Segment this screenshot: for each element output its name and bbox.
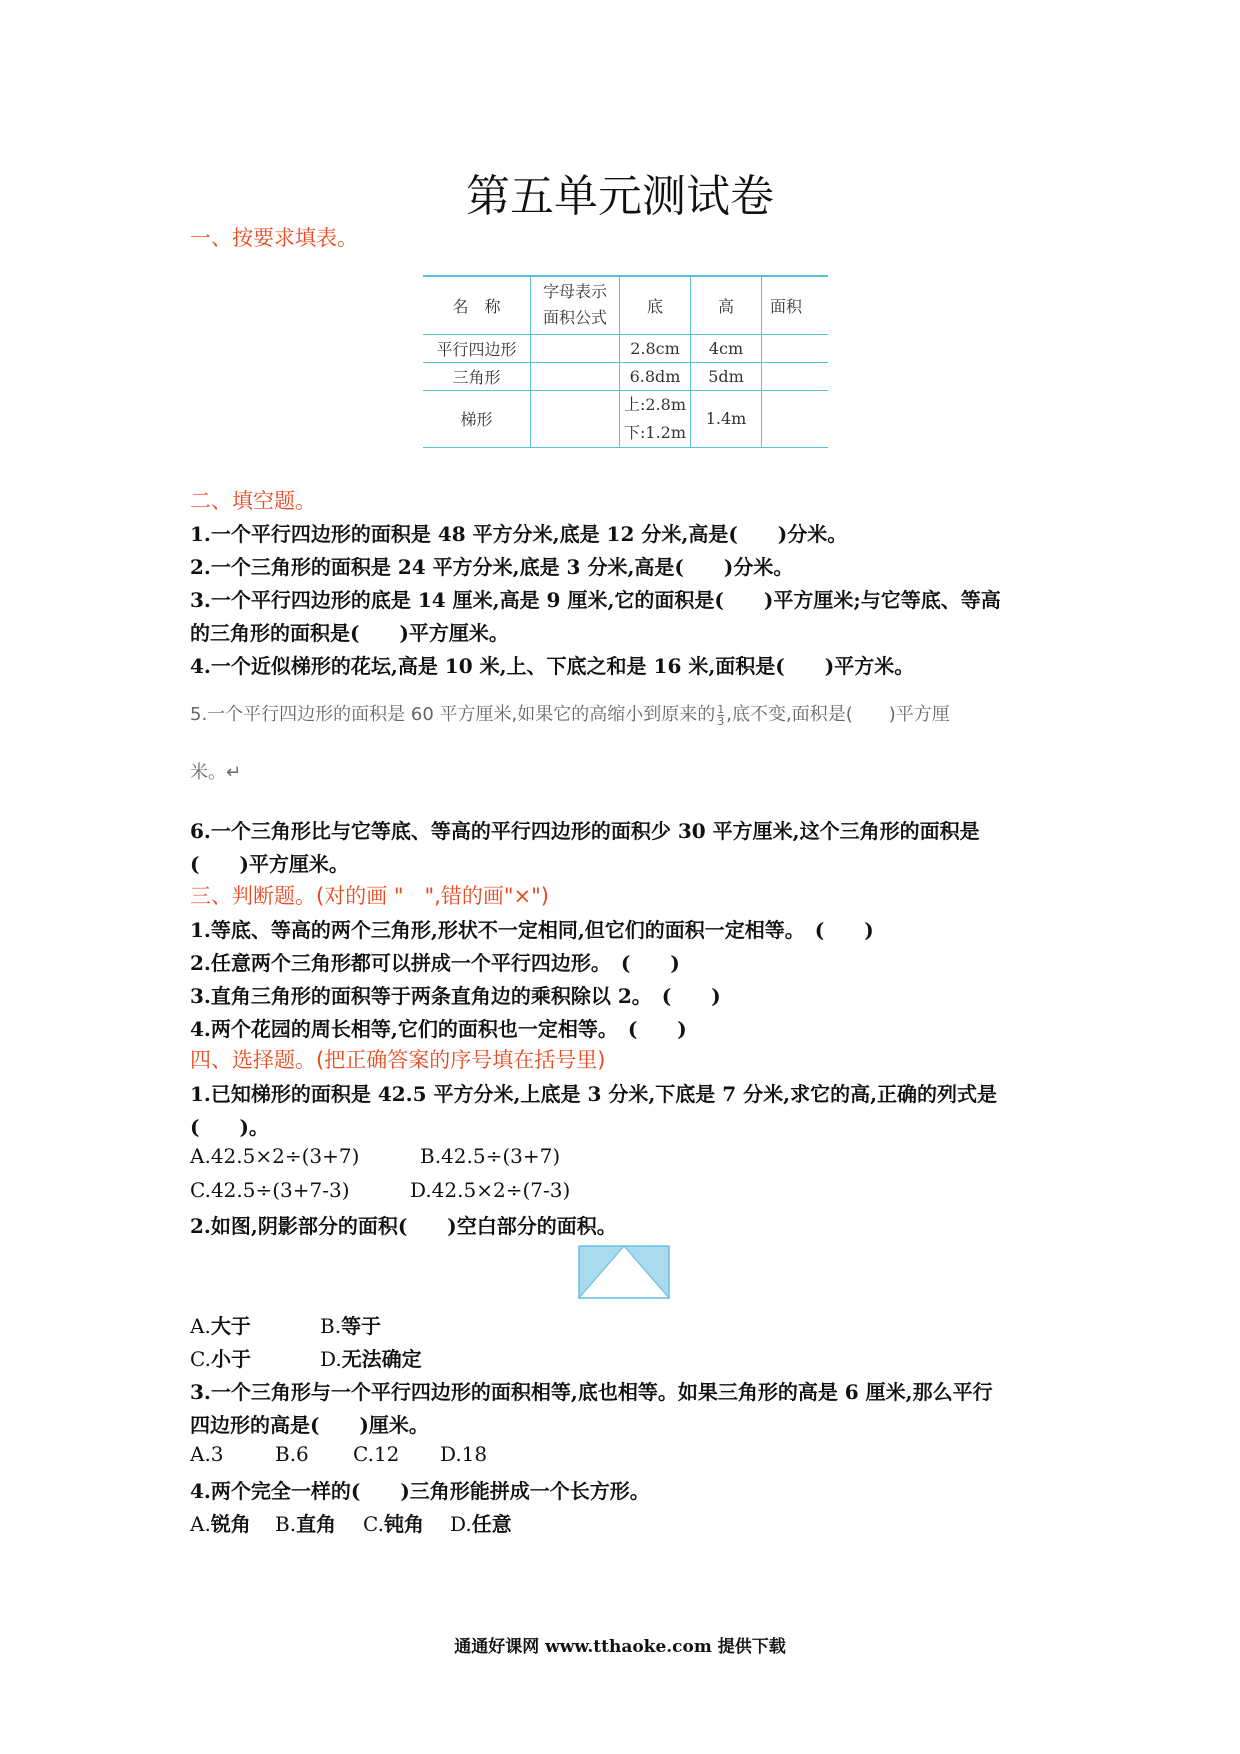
table-cell-base: 2.8cm <box>620 334 691 362</box>
shaded-triangle-figure <box>578 1245 670 1299</box>
question-3-4: 4.两个花园的周长相等,它们的面积也一定相等。 ( ) <box>190 1017 687 1041</box>
option-4-4-c <box>363 1508 424 1537</box>
option-letter: B. <box>275 1512 297 1536</box>
question-2-5-text-a: 5.一个平行四边形的面积是 60 平方厘米,如果它的高缩小到原来的 <box>190 704 716 725</box>
fraction-one-third <box>717 704 724 727</box>
table-cell-name: 梯形 <box>423 390 531 447</box>
section-2-heading: 二、填空题。 <box>190 489 316 513</box>
table-cell-name: 平行四边形 <box>423 334 531 362</box>
table-cell-formula[interactable] <box>531 390 620 447</box>
fill-table <box>423 275 828 448</box>
option-text: 小于 <box>210 1347 251 1371</box>
table-header-name: 名 称 <box>423 276 531 334</box>
option-4-4-a <box>190 1508 251 1537</box>
option-4-3-a: A.3 <box>190 1442 224 1466</box>
table-header-area: 面积 <box>762 276 829 334</box>
question-4-1-line1: 1.已知梯形的面积是 42.5 平方分米,上底是 3 分米,下底是 7 分米,求它的高,正确的列式是 <box>190 1082 998 1106</box>
option-4-3-c: C.12 <box>353 1442 400 1466</box>
option-letter: B. <box>320 1314 342 1338</box>
table-header-height: 高 <box>691 276 762 334</box>
question-2-1: 1.一个平行四边形的面积是 48 平方分米,底是 12 分米,高是( )分米。 <box>190 522 848 546</box>
option-text: 直角 <box>296 1512 337 1536</box>
option-letter: C. <box>363 1512 384 1536</box>
option-4-4-d <box>450 1508 512 1537</box>
option-4-3-d: D.18 <box>440 1442 488 1466</box>
option-4-2-a <box>190 1310 251 1339</box>
table-cell-name: 三角形 <box>423 362 531 390</box>
option-4-2-c <box>190 1343 251 1372</box>
option-4-2-b <box>320 1310 381 1339</box>
option-4-4-b <box>275 1508 336 1537</box>
option-4-3-b: B.6 <box>275 1442 309 1466</box>
question-2-5-text-b: ,底不变,面积是( )平方厘 <box>726 704 950 725</box>
table-cell-base: 6.8dm <box>620 362 691 390</box>
table-row <box>423 334 828 362</box>
footer-source: 通通好课网 www.tthaoke.com 提供下载 <box>454 1637 786 1657</box>
option-letter: A. <box>190 1512 211 1536</box>
option-letter: D. <box>450 1512 472 1536</box>
question-2-5-line1 <box>190 700 950 727</box>
table-cell-area[interactable] <box>762 390 829 447</box>
option-text: 等于 <box>341 1314 382 1338</box>
question-3-3: 3.直角三角形的面积等于两条直角边的乘积除以 2。 ( ) <box>190 984 721 1008</box>
question-2-6-line2: ( )平方厘米。 <box>190 852 349 876</box>
question-4-3-line2: 四边形的高是( )厘米。 <box>190 1413 429 1437</box>
option-text: 大于 <box>210 1314 251 1338</box>
question-3-2: 2.任意两个三角形都可以拼成一个平行四边形。 ( ) <box>190 951 680 975</box>
table-cell-base-top: 上:2.8m <box>624 394 687 414</box>
fraction-numerator: 1 <box>717 702 725 716</box>
table-cell-height: 4cm <box>691 334 762 362</box>
section-4-heading: 四、选择题。(把正确答案的序号填在括号里) <box>190 1048 606 1072</box>
option-letter: A. <box>190 1314 211 1338</box>
table-header-formula: 字母表示 面积公式 <box>531 276 620 334</box>
section-1-heading: 一、按要求填表。 <box>190 226 358 250</box>
option-4-1-c: C.42.5÷(3+7-3) <box>190 1178 350 1202</box>
table-cell-height: 5dm <box>691 362 762 390</box>
option-4-2-d <box>320 1343 422 1372</box>
table-cell-formula[interactable] <box>531 362 620 390</box>
option-4-1-a: A.42.5×2÷(3+7) <box>190 1144 360 1168</box>
page-title: 第五单元测试卷 <box>466 171 774 222</box>
option-text: 任意 <box>471 1512 512 1536</box>
question-4-3-line1: 3.一个三角形与一个平行四边形的面积相等,底也相等。如果三角形的高是 6 厘米,那么平行 <box>190 1380 993 1404</box>
question-2-5-line2: 米。↵ <box>190 762 242 783</box>
table-cell-base-bottom: 下:1.2m <box>624 422 687 442</box>
table-cell-base <box>620 390 691 447</box>
section-3-heading: 三、判断题。(对的画 " ",错的画"×") <box>190 884 549 908</box>
table-header-base: 底 <box>620 276 691 334</box>
question-4-1-line2: ( )。 <box>190 1115 269 1139</box>
option-text: 无法确定 <box>341 1347 422 1371</box>
option-letter: D. <box>320 1347 342 1371</box>
table-row <box>423 362 828 390</box>
table-cell-formula[interactable] <box>531 334 620 362</box>
question-4-4: 4.两个完全一样的( )三角形能拼成一个长方形。 <box>190 1479 650 1503</box>
question-2-3-line2: 的三角形的面积是( )平方厘米。 <box>190 621 509 645</box>
fraction-denominator: 3 <box>717 714 725 728</box>
table-cell-area[interactable] <box>762 362 829 390</box>
option-4-1-b: B.42.5÷(3+7) <box>420 1144 561 1168</box>
question-4-2: 2.如图,阴影部分的面积( )空白部分的面积。 <box>190 1214 617 1238</box>
question-2-2: 2.一个三角形的面积是 24 平方分米,底是 3 分米,高是( )分米。 <box>190 555 794 579</box>
option-4-1-d: D.42.5×2÷(7-3) <box>410 1178 571 1202</box>
question-2-4: 4.一个近似梯形的花坛,高是 10 米,上、下底之和是 16 米,面积是( )平方米。 <box>190 654 915 678</box>
table-cell-area[interactable] <box>762 334 829 362</box>
option-letter: C. <box>190 1347 211 1371</box>
table-cell-height: 1.4m <box>691 390 762 447</box>
question-3-1: 1.等底、等高的两个三角形,形状不一定相同,但它们的面积一定相等。 ( ) <box>190 918 874 942</box>
table-row <box>423 390 828 447</box>
question-2-6-line1: 6.一个三角形比与它等底、等高的平行四边形的面积少 30 平方厘米,这个三角形的面积是 <box>190 819 980 843</box>
option-text: 锐角 <box>210 1512 251 1536</box>
question-2-3-line1: 3.一个平行四边形的底是 14 厘米,高是 9 厘米,它的面积是( )平方厘米;与它等底、等高 <box>190 588 1001 612</box>
option-text: 钝角 <box>383 1512 424 1536</box>
